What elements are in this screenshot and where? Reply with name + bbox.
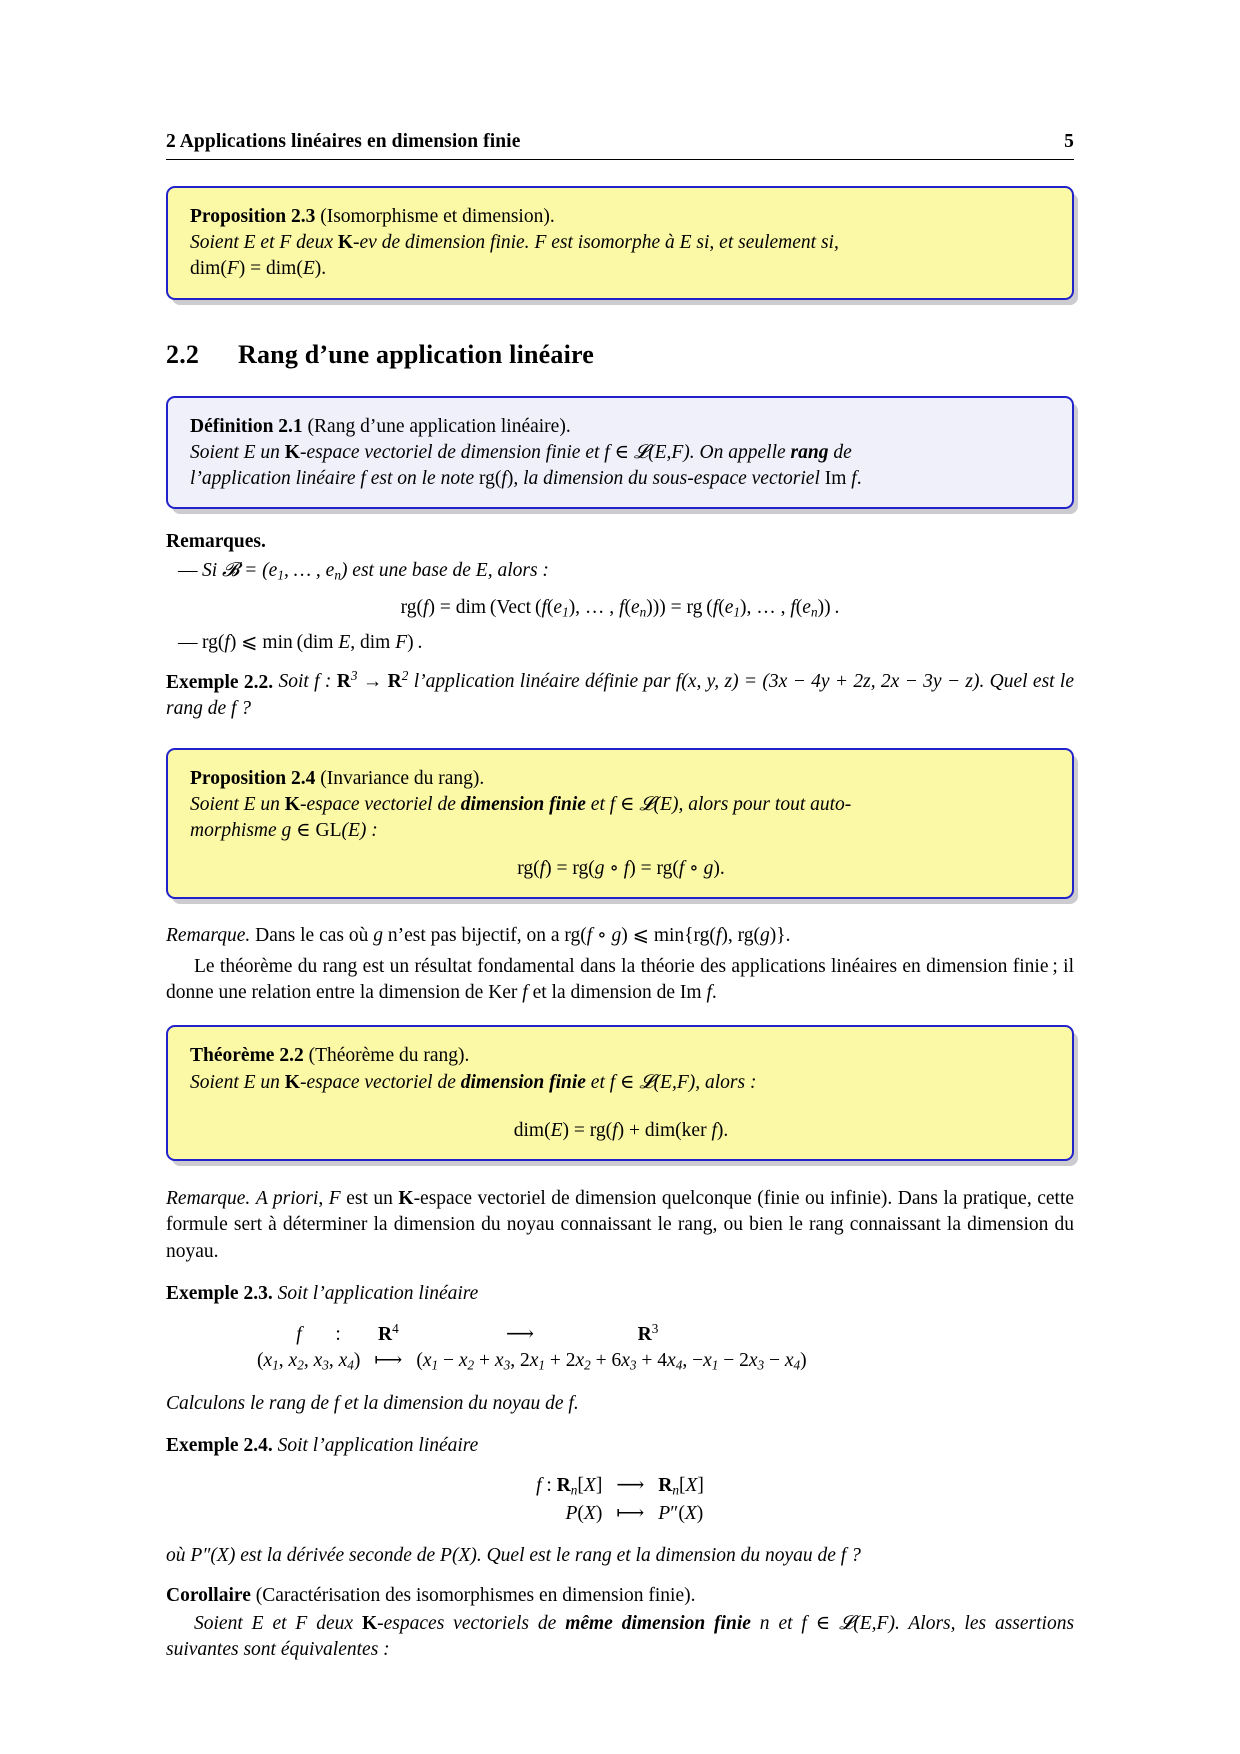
dash-marker: — [178,632,198,654]
theoreme-2-2-display: dim(E) = rg(f) + dim(ker f). [513,1119,729,1141]
exemple-2-2: Exemple 2.2. Soit f : $R^3 \to R^2$ l’application linéaire définie par f(x, y, z) = (3x − 4y + 2z, 2x − 3y − z). Quel est le rang de f ? [166,668,1074,719]
proposition-2-3-line-2: dim(F) = dim(E). [190,258,327,280]
remarques-list [166,557,1074,585]
definition-2-1-line-2: l’application linéaire f est on le note rg(f), la dimension du sous-espace vectoriel Im f. [190,468,862,490]
mapping-domain: $R^4$ [378,1320,399,1345]
mapping-input: ($x_1$, $x_2$, $x_3$, $x_4$) [257,1349,361,1373]
exemple-2-4-text: Soit l’application linéaire [277,1434,479,1456]
exemple-2-4 [166,1433,1074,1459]
proposition-2-4-box [166,748,1074,899]
section-title: Rang d’une application linéaire [238,339,595,369]
mapping-row [250,1347,814,1375]
corollaire [166,1583,1074,1609]
running-head [166,131,1074,160]
mapping-domain: f : $R_n[X]$ [536,1475,603,1498]
corollaire-title: (Caractérisation des isomorphismes en dimension finie). [250,1584,696,1606]
remarque-bijectif [166,923,1074,949]
section-number: 2.2 [166,339,200,369]
theoreme-2-2-heading [190,1043,1052,1069]
mapping-row [529,1472,711,1500]
mapping-arrow: ⟶ [505,1323,534,1345]
dash-marker: — [178,560,198,582]
proposition-2-3-line-1: Soient E et F deux K-ev de dimension finie. F est isomorphe à E si, et seulement si, [190,232,839,254]
mapping-output: ($x_1 - x_2 + x_3$, $2x_1 + 2x_2 + 6x_3 + 4x_4$, $-x_1 - 2x_3 - x_4$) [416,1349,807,1373]
theoreme-2-2-line-1: Soient E un K-espace vectoriel de dimension finie et f ∈ 𝓛(E,F), alors : [190,1071,757,1093]
definition-2-1-line-1: Soient E un K-espace vectoriel de dimension finie et f ∈ 𝓛(E,F). On appelle rang de [190,441,852,463]
exemple-2-4-mapping [166,1472,1074,1526]
mapping-function-name: f [296,1323,302,1345]
exemple-2-3 [166,1281,1074,1307]
exemple-2-3-mapping [166,1320,1074,1375]
mapping-codomain: $R_n[X]$ [658,1475,704,1498]
mapping-row [250,1320,814,1347]
exemple-2-3-text: Soit l’application linéaire [277,1282,479,1304]
exemple-2-4-label: Exemple 2.4. [166,1434,273,1456]
mapping-output: P″(X) [658,1502,704,1524]
remarque-bijectif-label: Remarque. [166,924,251,946]
remarque-display-formula-1: rg(f) = dim (Vect ($f(e_1)$, … , $f(e_n)$)) = rg ($f(e_1)$, … , $f(e_n)$) . [400,596,840,620]
exemple-2-3-label: Exemple 2.3. [166,1282,273,1304]
theoreme-2-2-box [166,1025,1074,1161]
proposition-2-3-box [166,186,1074,300]
mapping-codomain: $R^3$ [637,1320,659,1345]
proposition-2-4-line-1: Soient E un K-espace vectoriel de dimension finie et f ∈ 𝓛(E), alors pour tout auto- [190,794,852,816]
remarque-item-1: — Si 𝓑 = ($e_1$, … , $e_n$) est une base de E, alors : [202,557,1074,585]
remarque-a-priori [166,1186,1074,1265]
mapping-arrow: ⟶ [616,1475,645,1496]
definition-2-1-heading [190,414,1052,440]
definition-2-1-box [166,396,1074,510]
paragraphe-theoreme-du-rang: Le théorème du rang est un résultat fondamental dans la théorie des applications linéaires en dimension finie ; il donne une relation entre la dimension de Ker f et la dimension de Im f. [166,956,1074,1004]
exemple-2-3-after: Calculons le rang de f et la dimension du noyau de f. [166,1392,579,1414]
proposition-2-4-display: rg(f) = rg(g ∘ f) = rg(f ∘ g). [517,857,725,879]
mapping-colon: : [335,1323,341,1345]
mapsto-arrow: ⟼ [616,1502,645,1524]
theoreme-2-2-title: (Théorème du rang). [303,1045,470,1067]
definition-2-1-title: (Rang d’une application linéaire). [302,415,571,437]
remarque-a-priori-label: Remarque. [166,1188,251,1210]
mapping-row [529,1500,711,1526]
proposition-2-3-heading [190,204,1052,230]
exemple-2-4-after: où P″(X) est la dérivée seconde de P(X). Quel est le rang et la dimension du noyau de f ? [166,1544,861,1566]
proposition-2-4-title: (Invariance du rang). [315,767,485,789]
corollaire-body: Soient E et F deux K-espaces vectoriels de même dimension finie n et f ∈ 𝓛(E,F). Alors, les assertions suivantes sont équivalentes : [166,1613,1075,1661]
proposition-2-4-line-2: morphisme g ∈ GL(E) : [190,820,378,842]
definition-2-1-label: Définition 2.1 [190,415,303,437]
remarque-bijectif-text: Dans le cas où g n’est pas bijectif, on a rg(f ∘ g) ⩽ min{rg(f), rg(g)}. [255,924,791,946]
corollaire-label: Corollaire [166,1584,251,1606]
mapsto-arrow: ⟼ [374,1349,403,1371]
proposition-2-4-heading [190,766,1052,792]
running-head-title: 2 Applications linéaires en dimension finie [166,131,521,152]
proposition-2-3-label: Proposition 2.3 [190,206,316,227]
theoreme-2-2-label: Théorème 2.2 [190,1045,304,1067]
exemple-2-2-label: Exemple 2.2. [166,671,274,693]
page-number: 5 [1064,131,1074,152]
proposition-2-3-title: (Isomorphisme et dimension). [315,206,555,227]
remarque-item-2: — rg(f) ⩽ min (dim E, dim F) . [202,629,1074,656]
remarques-list-2 [166,629,1074,656]
remarque-a-priori-text: A priori, F est un K-espace vectoriel de dimension quelconque (finie ou infinie). Dans la pratique, cette formule sert à déterminer la dimension du noyau connaissant le rang, ou bien le rang connaissant la dimension du noyau. [166,1188,1075,1262]
section-heading [166,340,1074,370]
mapping-input: P(X) [565,1502,603,1524]
remarques-heading: Remarques. [166,531,266,553]
proposition-2-4-label: Proposition 2.4 [190,767,316,789]
